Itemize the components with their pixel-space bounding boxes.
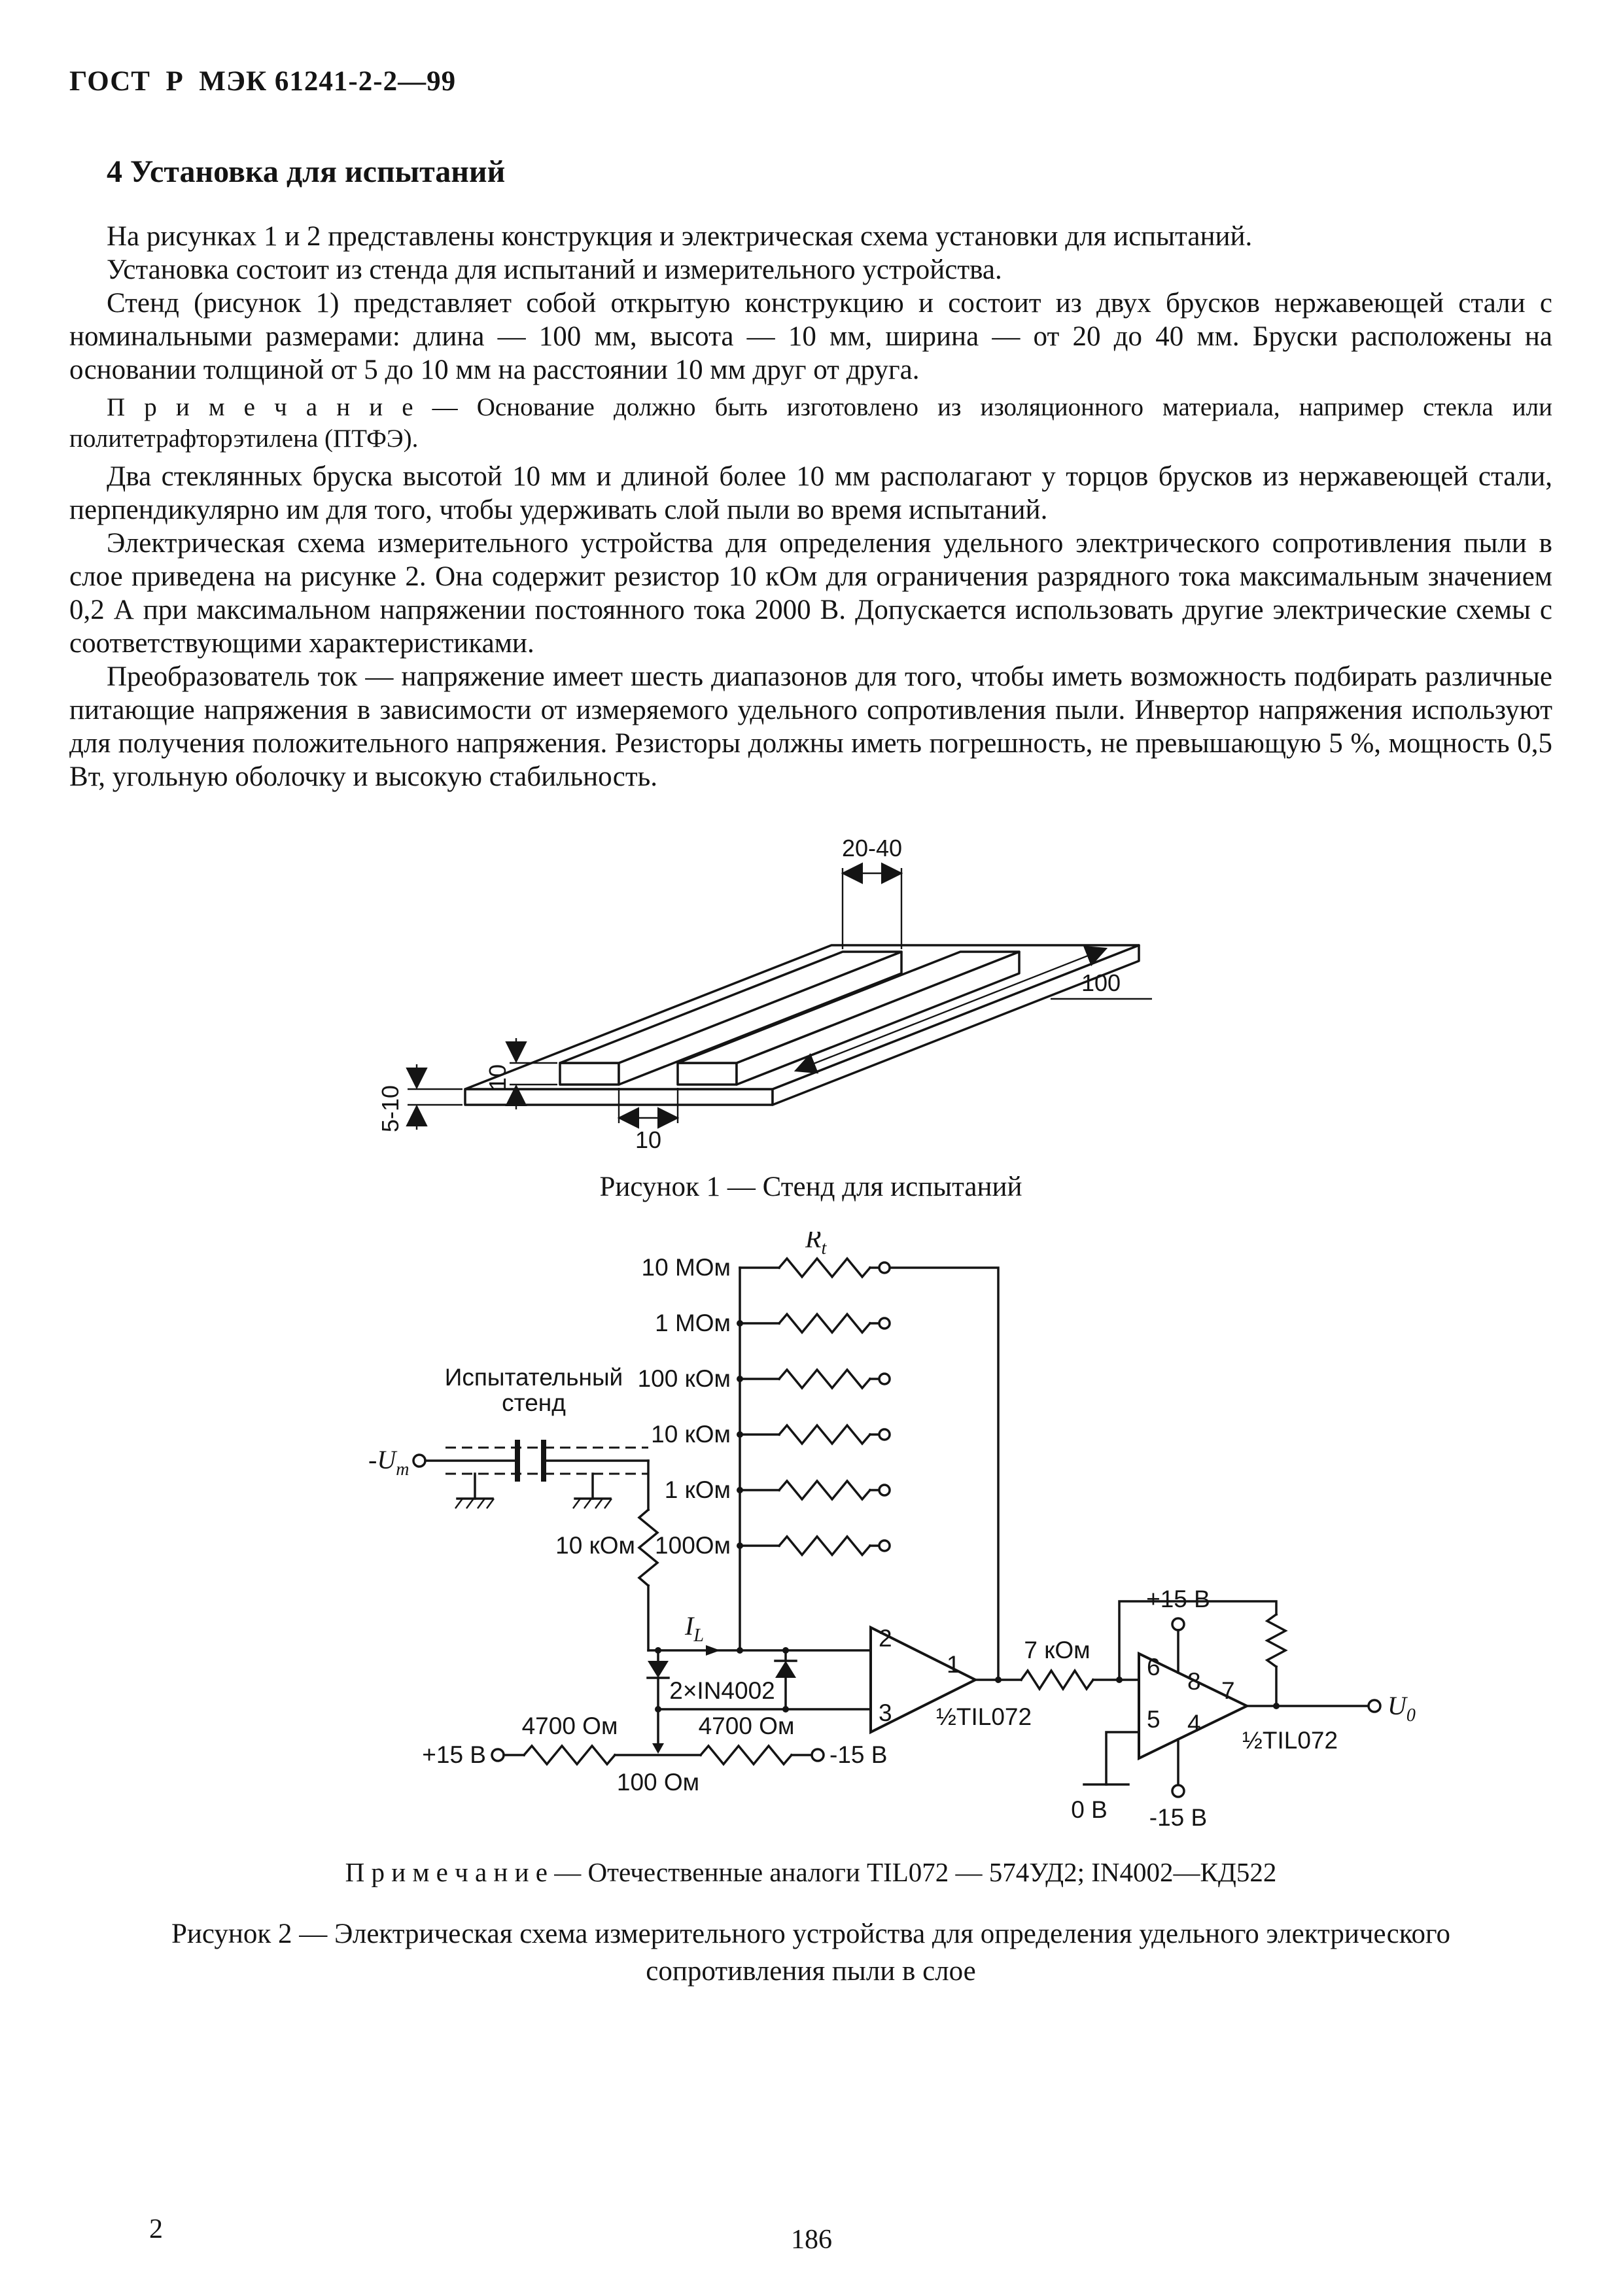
note-paragraph: П р и м е ч а н и е — Основание должно быть изготовлено из изоляционного материала, например стекла или политетрафторэтилена (ПТФЭ). — [69, 393, 1552, 453]
wiper-arrow — [652, 1743, 664, 1754]
page-number-center: 186 — [791, 2225, 832, 2255]
input-node — [648, 1611, 871, 1656]
paragraph: Два стеклянных бруска высотой 10 мм и длиной более 10 мм располагают у торцов брусков из нержавеющей стали, перпендикулярно им для того, чтобы удерживать слой пыли во время испытаний. — [69, 461, 1552, 525]
vplus-rail-label: +15 В — [422, 1741, 486, 1768]
coupling-resistor — [975, 1637, 1139, 1689]
dim-label-gap: 10 — [635, 1126, 662, 1153]
measuring-circuit-schematic — [367, 1232, 1459, 1834]
opamp1-chip-label: ½TIL072 — [936, 1703, 1032, 1730]
paragraph: На рисунках 1 и 2 представлены конструкция и электрическая схема установки для испытаний. — [107, 221, 1253, 252]
ground-symbol — [455, 1474, 494, 1508]
section-title: 4 Установка для испытаний — [107, 154, 506, 189]
figure2-drawing — [367, 1232, 1459, 1837]
test-stand — [368, 1364, 648, 1508]
figure2-caption: Рисунок 2 — Электрическая схема измерительного устройства для определения удельного электрического сопротивления пыли в слое — [171, 1919, 1451, 1987]
diodes-label: 2×IN4002 — [669, 1677, 775, 1704]
figure1-caption: Рисунок 1 — Стенд для испытаний — [599, 1172, 1022, 1202]
bank-label: 1 кОм — [664, 1476, 731, 1503]
bank-label: 100Ом — [655, 1532, 731, 1559]
ground-symbol — [573, 1474, 612, 1508]
test-stand-label-line2: стенд — [502, 1389, 566, 1416]
paragraph: Преобразователь ток — напряжение имеет шесть диапазонов для того, чтобы иметь возможность подбирать различные питающие напряжения в зависимости от измеряемого удельного сопротивления пыли. Инвертор напряжения используют для получения положительного напряжения. Резисторы должны иметь погрешность, не превышающую 5 %, мощность 0,5 Вт, угольную оболочку и высокую стабильность. — [69, 661, 1552, 792]
paragraph: Стенд (рисунок 1) представляет собой открытую конструкцию и состоит из двух брусков нержавеющей стали с номинальными размерами: длина — 100 мм, высота — 10 мм, ширина — от 20 до 40 мм. Бруски расположены на основании толщиной от 5 до 10 мм на расстоянии 10 мм друг от друга. — [69, 288, 1552, 385]
opamp2-pin6: 6 — [1147, 1654, 1161, 1680]
paragraph: Электрическая схема измерительного устройства для определения удельного электрического сопротивления пыли в слое приведена на рисунке 2. Она содержит резистор 10 кОм для ограничения разрядного тока максимальным значением 0,2 А при максимальном напряжении постоянного тока 2000 В. Допускается использовать другие электрические схемы с соответствующими характеристиками. — [69, 528, 1552, 659]
opamp2-chip-label: ½TIL072 — [1242, 1727, 1338, 1754]
current-arrow — [706, 1645, 720, 1656]
input-voltage-label: $-U_т$ — [368, 1445, 410, 1480]
vplus-top-label: +15 В — [1146, 1586, 1210, 1612]
rt-label: $R_t$ — [805, 1232, 827, 1259]
opamp2-pin7: 7 — [1221, 1677, 1235, 1704]
test-stand-isometric — [367, 827, 1217, 1155]
bank-label: 10 кОм — [651, 1421, 731, 1448]
bank-label: 100 кОм — [637, 1365, 731, 1392]
test-stand-label-line1: Испытательный — [444, 1364, 623, 1391]
opamp1 — [871, 1625, 1032, 1732]
bank-label: 1 МОм — [655, 1310, 731, 1336]
opamp2 — [1071, 1586, 1416, 1831]
limit-resistor-label: 10 кОм — [555, 1532, 635, 1559]
offset-network — [422, 1713, 887, 1796]
dim-label-base-thickness: 5-10 — [377, 1085, 404, 1132]
opamp2-pin8: 8 — [1187, 1668, 1201, 1695]
vminus-rail-label: -15 В — [829, 1741, 888, 1768]
opamp1-pin2: 2 — [879, 1625, 892, 1652]
figure2-note: П р и м е ч а н и е — Отечественные аналоги TIL072 — 574УД2; IN4002—КД522 — [345, 1857, 1277, 1887]
r4700-left-label: 4700 Ом — [521, 1713, 618, 1739]
r100-label: 100 Ом — [616, 1769, 700, 1796]
opamp2-pin4: 4 — [1187, 1710, 1201, 1737]
page-number-left: 2 — [149, 2214, 163, 2244]
standard-header: ГОСТ Р МЭК 61241-2-2—99 — [69, 66, 457, 97]
dimension-bar-width — [842, 835, 902, 949]
opamp1-pin1: 1 — [947, 1651, 960, 1678]
output-voltage-label: $U_0$ — [1387, 1691, 1416, 1726]
dim-label-length: 100 — [1081, 969, 1121, 996]
opamp2-pin5: 5 — [1147, 1706, 1161, 1733]
limit-resistor — [555, 1461, 657, 1650]
opamp1-pin3: 3 — [879, 1699, 892, 1726]
current-label: $I_L$ — [685, 1611, 704, 1646]
vminus-bottom-label: -15 В — [1149, 1804, 1208, 1831]
dimension-base-thickness — [377, 1064, 462, 1132]
figure1-drawing — [367, 827, 1217, 1158]
coupling-resistor-label: 7 кОм — [1024, 1637, 1091, 1663]
gnd-label: 0 В — [1071, 1796, 1108, 1823]
dim-label-bar-width: 20-40 — [841, 835, 903, 861]
dim-label-bar-height: 10 — [484, 1064, 511, 1090]
r4700-right-label: 4700 Ом — [698, 1713, 795, 1739]
paragraph: Установка состоит из стенда для испытаний и измерительного устройства. — [107, 254, 1002, 285]
bank-label: 10 МОм — [641, 1254, 731, 1281]
